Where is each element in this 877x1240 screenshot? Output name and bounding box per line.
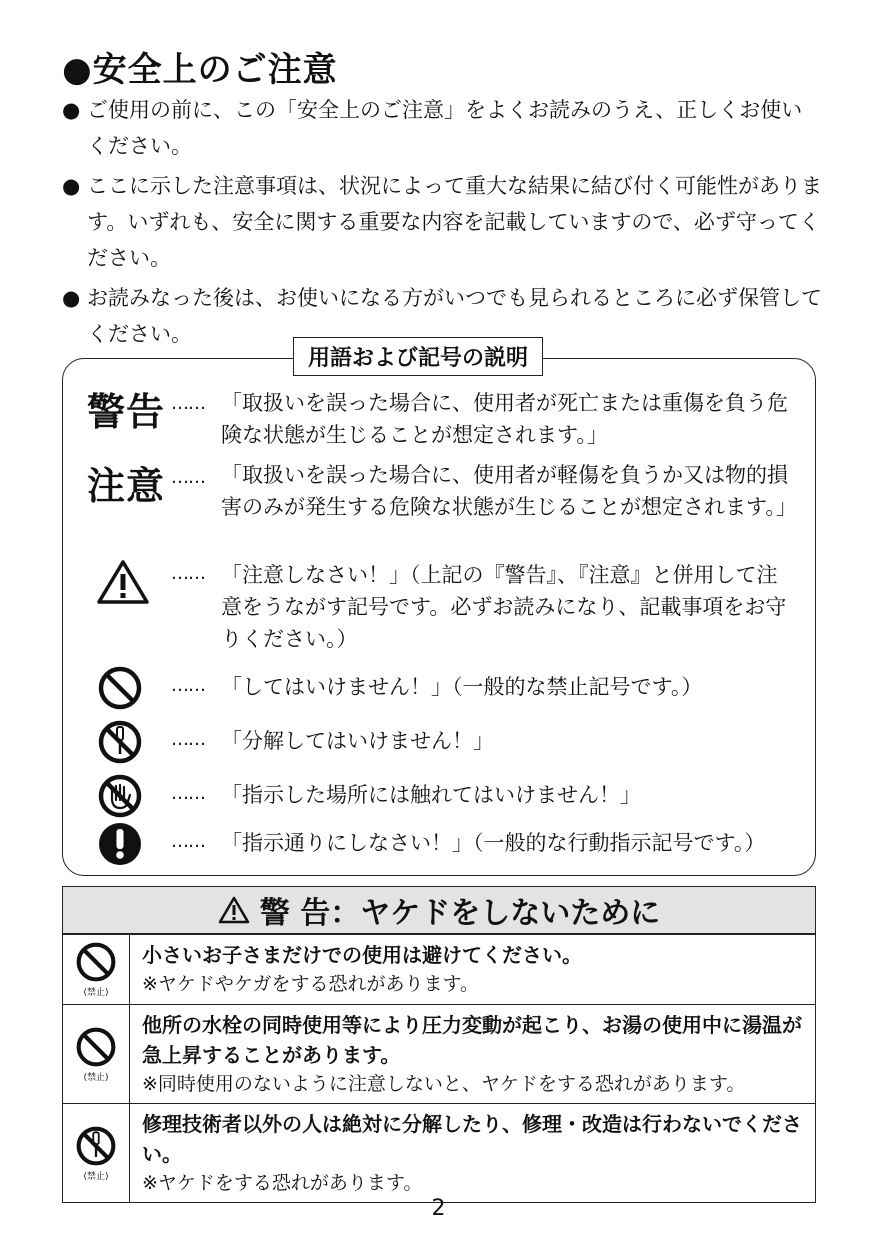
warning-main-text: 小さいお子さまだけでの使用は避けてください。 xyxy=(142,943,582,967)
legend-text: 「分解してはいけません！」 xyxy=(221,729,494,753)
bullet-icon: ● xyxy=(62,98,81,122)
warning-row xyxy=(63,934,815,1004)
legend-text: 「取扱いを誤った場合に、使用者が軽傷を負うか又は物的損害のみが発生する危険な状態が生じることが想定されます。」 xyxy=(221,463,797,519)
warning-text-cell xyxy=(130,935,815,1004)
prohibition-icon xyxy=(97,665,143,715)
mandatory-action-icon xyxy=(97,821,143,871)
icon-caption: (禁止) xyxy=(83,1072,109,1083)
intro-text: お読みなった後は、お使いになる方がいつでも見られるところに必ず保管してください。 xyxy=(87,286,822,346)
warning-row xyxy=(63,1103,815,1202)
prohibition-icon xyxy=(75,941,117,983)
warning-text-cell xyxy=(130,1104,815,1202)
leader-dots: …… xyxy=(171,563,205,584)
legend-term: 注意 xyxy=(87,464,166,508)
page-title: ●安全上のご注意 xyxy=(62,50,338,90)
warning-icon-cell xyxy=(63,1104,130,1202)
leader-dots: …… xyxy=(171,831,205,852)
no-touch-icon xyxy=(97,773,143,823)
leader-dots: …… xyxy=(171,729,205,750)
icon-caption: (禁止) xyxy=(83,988,109,998)
leader-dots: …… xyxy=(171,393,205,414)
intro-item xyxy=(62,168,822,276)
warning-note-text: ※ヤケドをする恐れがあります。 xyxy=(142,1172,423,1194)
warning-icon-cell xyxy=(63,935,130,1004)
legend-box xyxy=(62,346,816,876)
legend-text: 「してはいけません！」（一般的な禁止記号です。） xyxy=(221,675,703,699)
caution-triangle-icon xyxy=(218,896,250,924)
warning-main-text: 他所の水栓の同時使用等により圧力変動が起こり、お湯の使用中に湯温が急上昇することがあります。 xyxy=(142,1013,802,1067)
warning-note-text: ※同時使用のないように注意しないと、ヤケドをする恐れがあります。 xyxy=(142,1073,746,1095)
leader-dots: …… xyxy=(171,675,205,696)
icon-caption: (禁止) xyxy=(83,1171,109,1182)
intro-item xyxy=(62,92,822,164)
intro-list xyxy=(62,92,822,356)
legend-title: 用語および記号の説明 xyxy=(293,337,543,376)
intro-text: ここに示した注意事項は、状況によって重大な結果に結び付く可能性があります。いずれも、安全に関する重要な内容を記載していますので、必ず守ってください。 xyxy=(87,174,822,270)
legend-text: 「指示した場所には触れてはいけません！」 xyxy=(221,783,641,807)
legend-text: 「注意しなさい！」（上記の『警告』、『注意』と併用して注意をうながす記号です。必ずお読みになり、記載事項をお守りください。） xyxy=(221,563,787,651)
legend-text: 「指示通りにしなさい！」（一般的な行動指示記号です。） xyxy=(221,831,766,855)
leader-dots: …… xyxy=(171,783,205,804)
warning-row xyxy=(63,1004,815,1103)
warning-table xyxy=(62,886,816,1203)
warning-text-cell xyxy=(130,1005,815,1103)
warning-note-text: ※ヤケドやケガをする恐れがあります。 xyxy=(142,973,480,995)
bullet-icon: ● xyxy=(62,286,81,310)
intro-text: ご使用の前に、この「安全上のご注意」をよくお読みのうえ、正しくお使いください。 xyxy=(87,98,803,158)
leader-dots: …… xyxy=(171,467,205,488)
warning-heading xyxy=(63,887,815,934)
legend-text: 「取扱いを誤った場合に、使用者が死亡または重傷を負う危険な状態が生じることが想定されます。」 xyxy=(221,391,788,447)
warning-icon-cell xyxy=(63,1005,130,1103)
prohibition-icon xyxy=(75,1026,117,1068)
legend-term: 警告 xyxy=(87,390,166,434)
no-disassembly-icon xyxy=(97,719,143,769)
warning-heading-text: 警 告：ヤケドをしないために xyxy=(259,896,661,931)
page-number: 2 xyxy=(431,1196,446,1221)
no-disassembly-icon xyxy=(75,1125,117,1167)
warning-main-text: 修理技術者以外の人は絶対に分解したり、修理・改造は行わないでください。 xyxy=(142,1112,802,1166)
bullet-icon: ● xyxy=(62,174,81,198)
caution-triangle-icon xyxy=(97,559,149,609)
